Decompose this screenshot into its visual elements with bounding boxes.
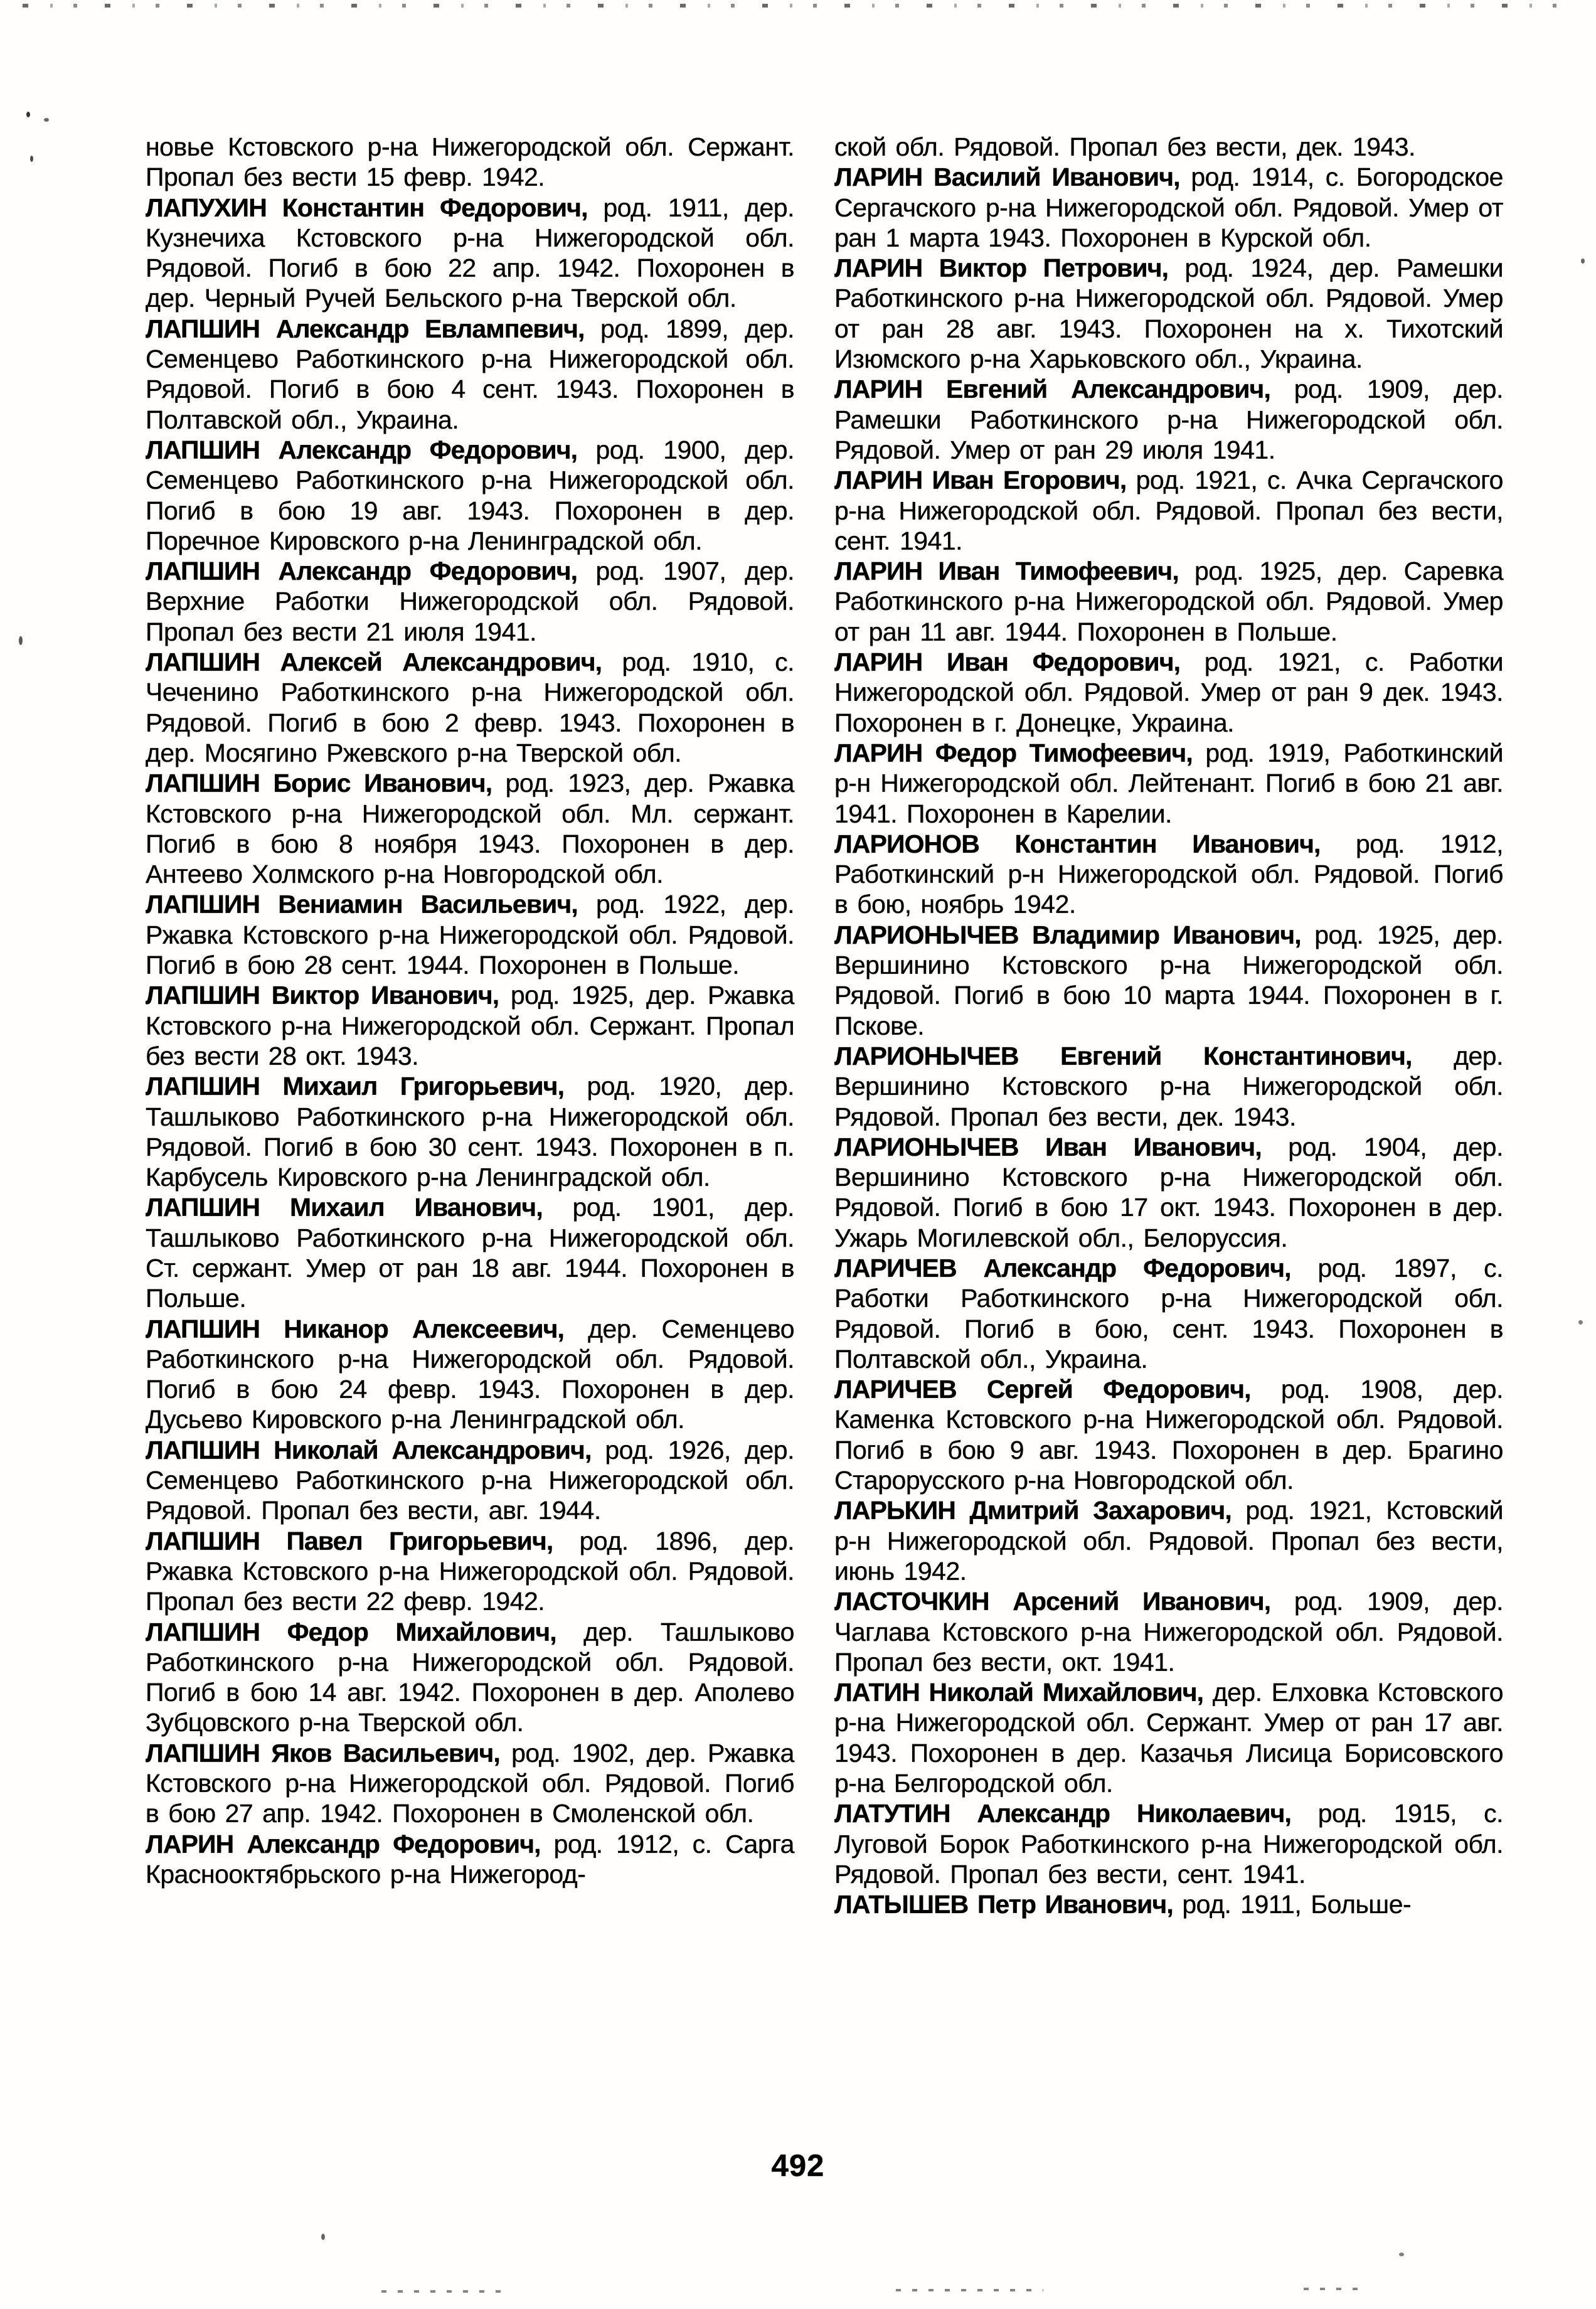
entry-surname-name: ЛАРИН Александр Федорович, (146, 1829, 554, 1858)
entry-text: род. 1919, Работкинский р-н Нижегородской обл. Лейтенант. Погиб в бою 21 авг. 1941. Похоронен в Карелии. (834, 738, 1503, 828)
entry-text: род. 1896, дер. Ржавка Кстовского р-на Нижегородской обл. Рядовой. Пропал без вести 22 февр. 1942. (146, 1526, 794, 1616)
memorial-entry (834, 374, 1503, 465)
entry-text: род. 1909, дер. Чаглава Кстовского р-на Нижегородской обл. Рядовой. Пропал без вести, окт. 1941. (834, 1587, 1503, 1677)
memorial-entry (146, 1071, 794, 1192)
entry-surname-name: ЛАРИН Федор Тимофеевич, (834, 738, 1206, 767)
entry-surname-name: ЛАРИН Иван Федорович, (834, 648, 1205, 677)
entry-text: род. 1912, Работкинский р-н Нижегородской обл. Рядовой. Погиб в бою, ноябрь 1942. (834, 829, 1503, 919)
memorial-entry (834, 829, 1503, 920)
entry-surname-name: ЛАПШИН Михаил Григорьевич, (146, 1072, 587, 1101)
entry-surname-name: ЛАРИОНЫЧЕВ Владимир Иванович, (834, 920, 1315, 949)
entry-text: род. 1922, дер. Ржавка Кстовского р-на Нижегородской обл. Рядовой. Погиб в бою 28 сент. 1944. Похоронен в Польше. (146, 890, 794, 980)
entry-surname-name: ЛАРИН Евгений Александрович, (834, 375, 1294, 404)
entry-text: дер. Елховка Кстовского р-на Нижегородской обл. Сержант. Умер от ран 17 авг. 1943. Похоронен в дер. Казачья Лисица Борисовского р-на Белгородской обл. (834, 1678, 1503, 1798)
entry-surname-name: ЛАПШИН Александр Евлампевич, (146, 314, 601, 343)
memorial-entry (146, 889, 794, 980)
memorial-entry (834, 465, 1503, 556)
scan-speck (19, 636, 23, 645)
entry-surname-name: ЛАСТОЧКИН Арсений Иванович, (834, 1587, 1294, 1616)
entry-surname-name: ЛАРИОНЫЧЕВ Евгений Константинович, (834, 1041, 1454, 1070)
memorial-entry (834, 1798, 1503, 1889)
memorial-entry (146, 1192, 794, 1313)
entry-surname-name: ЛАТИН Николай Михайлович, (834, 1678, 1213, 1707)
text-column-right (834, 132, 1503, 1920)
entry-text: род. 1923, дер. Ржавка Кстовского р-на Нижегородской обл. Мл. сержант. Погиб в бою 8 ноября 1943. Похоронен в дер. Антеево Холмского р-на Новгородской обл. (146, 769, 794, 889)
entry-surname-name: ЛАПШИН Павел Григорьевич, (146, 1526, 580, 1555)
entry-surname-name: ЛАРИЧЕВ Сергей Федорович, (834, 1375, 1281, 1404)
scan-speck (1399, 2253, 1404, 2256)
entry-text: род. 1901, дер. Ташлыково Работкинского р-на Нижегородской обл. Ст. сержант. Умер от ран 18 авг. 1944. Похоронен в Польше. (146, 1193, 794, 1313)
entry-surname-name: ЛАПШИН Федор Михайлович, (146, 1617, 584, 1646)
entry-surname-name: ЛАПШИН Николай Александрович, (146, 1435, 605, 1464)
entry-text: ской обл. Рядовой. Пропал без вести, дек. 1943. (834, 132, 1415, 161)
memorial-entry (146, 193, 794, 314)
entry-surname-name: ЛАРИЧЕВ Александр Федорович, (834, 1253, 1318, 1282)
memorial-entry (834, 1586, 1503, 1677)
entry-text: род. 1926, дер. Семенцево Работкинского р-на Нижегородской обл. Рядовой. Пропал без вести, авг. 1944. (146, 1435, 795, 1525)
entry-text: род. 1915, с. Луговой Борок Работкинского р-на Нижегородской обл. Рядовой. Пропал без вести, сент. 1941. (834, 1799, 1503, 1889)
entry-text: род. 1907, дер. Верхние Работки Нижегородской обл. Рядовой. Пропал без вести 21 июля 1941. (146, 557, 794, 646)
entry-text: дер. Вершинино Кстовского р-на Нижегородской обл. Рядовой. Пропал без вести, дек. 1943. (834, 1041, 1503, 1131)
entry-surname-name: ЛАТЫШЕВ Петр Иванович, (834, 1890, 1183, 1919)
entry-surname-name: ЛАРИН Иван Тимофеевич, (834, 557, 1194, 586)
scan-speck (44, 118, 49, 122)
memorial-entry (834, 162, 1503, 253)
entry-surname-name: ЛАРИН Иван Егорович, (834, 466, 1136, 495)
entry-text: новье Кстовского р-на Нижегородской обл. Сержант. Пропал без вести 15 февр. 1942. (146, 132, 794, 192)
entry-surname-name: ЛАРИН Виктор Петрович, (834, 253, 1185, 283)
entry-text: род. 1909, дер. Рамешки Работкинского р-на Нижегородской обл. Рядовой. Умер от ран 29 июля 1941. (834, 375, 1503, 464)
entry-text: род. 1902, дер. Ржавка Кстовского р-на Нижегородской обл. Рядовой. Погиб в бою 27 апр. 1942. Похоронен в Смоленской обл. (146, 1738, 794, 1828)
memorial-entry (146, 1435, 794, 1526)
memorial-entry (146, 132, 794, 193)
entry-surname-name: ЛАРИН Василий Иванович, (834, 163, 1191, 192)
scan-speck (26, 112, 30, 117)
memorial-entry (834, 738, 1503, 829)
entry-text: род. 1911, Больше- (1182, 1890, 1412, 1919)
entry-text: род. 1899, дер. Семенцево Работкинского р-на Нижегородской обл. Рядовой. Погиб в бою 4 сент. 1943. Похоронен в Полтавской обл., Украина. (146, 314, 794, 434)
entry-text: род. 1921, Кстовский р-н Нижегородской обл. Рядовой. Пропал без вести, июнь 1942. (834, 1496, 1503, 1586)
memorial-entry (834, 1132, 1503, 1253)
entry-surname-name: ЛАПШИН Михаил Иванович, (146, 1193, 573, 1222)
scan-speck (1578, 1320, 1583, 1325)
scan-speck (321, 2234, 325, 2240)
memorial-entry (146, 1829, 794, 1890)
scan-artifact-bottom-dash (381, 2290, 501, 2293)
entry-surname-name: ЛАПУХИН Константин Федорович, (146, 193, 604, 222)
entry-surname-name: ЛАТУТИН Александр Николаевич, (834, 1799, 1318, 1828)
memorial-entry (834, 1374, 1503, 1495)
entry-text: род. 1911, дер. Кузнечиха Кстовского р-на Нижегородской обл. Рядовой. Погиб в бою 22 апр. 1942. Похоронен в дер. Черный Ручей Бельского р-на Тверской обл. (146, 193, 794, 313)
entry-text: род. 1900, дер. Семенцево Работкинского р-на Нижегородской обл. Погиб в бою 19 авг. 1943. Похоронен в дер. Поречное Кировского р-на Ленинградской обл. (146, 435, 794, 555)
entry-text: род. 1920, дер. Ташлыково Работкинского р-на Нижегородской обл. Рядовой. Погиб в бою 30 сент. 1943. Похоронен в п. Карбусель Кировского р-на Ленинградской обл. (146, 1072, 794, 1192)
memorial-entry (834, 1041, 1503, 1132)
memorial-entry (146, 768, 794, 889)
memorial-entry (834, 920, 1503, 1041)
entry-surname-name: ЛАПШИН Борис Иванович, (146, 769, 506, 798)
memorial-entry (834, 132, 1503, 162)
entry-text: род. 1897, с. Работки Работкинского р-на Нижегородской обл. Рядовой. Погиб в бою, сент. 1943. Похоронен в Полтавской обл., Украина. (834, 1253, 1503, 1373)
scan-speck (30, 156, 33, 162)
entry-surname-name: ЛАПШИН Никанор Алексеевич, (146, 1314, 588, 1343)
entry-surname-name: ЛАРЬКИН Дмитрий Захарович, (834, 1496, 1246, 1525)
entry-text: род. 1914, с. Богородское Сергачского р-на Нижегородской обл. Рядовой. Умер от ран 1 марта 1943. Похоронен в Курской обл. (834, 163, 1503, 252)
entry-text: род. 1925, дер. Вершинино Кстовского р-на Нижегородской обл. Рядовой. Погиб в бою 10 марта 1944. Похоронен в г. Пскове. (834, 920, 1503, 1040)
memorial-entry (146, 647, 794, 768)
entry-surname-name: ЛАПШИН Яков Васильевич, (146, 1738, 512, 1768)
memorial-entry (146, 435, 794, 556)
entry-surname-name: ЛАПШИН Александр Федорович, (146, 435, 596, 464)
entry-text: род. 1912, с. Сарга Краснооктябрьского р-на Нижегород- (146, 1829, 794, 1889)
entry-text: род. 1908, дер. Каменка Кстовского р-на Нижегородской обл. Рядовой. Погиб в бою 9 авг. 1943. Похоронен в дер. Брагино Старорусского р-на Новгородской обл. (834, 1375, 1504, 1495)
memorial-entry (146, 1617, 794, 1738)
entry-text: дер. Семенцево Работкинского р-на Нижегородской обл. Рядовой. Погиб в бою 24 февр. 1943. Похоронен в дер. Дусьево Кировского р-на Ленинградской обл. (146, 1314, 794, 1434)
entry-text: род. 1925, дер. Ржавка Кстовского р-на Нижегородской обл. Сержант. Пропал без вести 28 окт. 1943. (146, 981, 794, 1070)
scan-artifact-bottom-dash (1304, 2288, 1366, 2290)
scan-speck (1581, 259, 1585, 264)
entry-text: род. 1924, дер. Рамешки Работкинского р-на Нижегородской обл. Рядовой. Умер от ран 28 авг. 1943. Похоронен на х. Тихотский Изюмского р-на Харьковского обл., Украина. (834, 253, 1503, 374)
memorial-entry (834, 647, 1503, 738)
entry-surname-name: ЛАПШИН Виктор Иванович, (146, 981, 511, 1010)
memorial-entry (146, 556, 794, 647)
memorial-entry (834, 556, 1503, 647)
memorial-entry (146, 1526, 794, 1617)
entry-text: род. 1925, дер. Саревка Работкинского р-на Нижегородской обл. Рядовой. Умер от ран 11 авг. 1944. Похоронен в Польше. (834, 557, 1503, 646)
memorial-entry (834, 1495, 1503, 1586)
entry-text: дер. Ташлыково Работкинского р-на Нижегородской обл. Рядовой. Погиб в бою 14 авг. 1942. Похоронен в дер. Аполево Зубцовского р-на Тверской обл. (146, 1617, 794, 1737)
memorial-entry (146, 980, 794, 1071)
entry-surname-name: ЛАПШИН Александр Федорович, (146, 557, 596, 586)
memorial-entry (146, 1738, 794, 1829)
memorial-entry (146, 1314, 794, 1435)
memorial-entry (834, 1889, 1503, 1919)
entry-text: род. 1921, с. Ачка Сергачского р-на Нижегородской обл. Рядовой. Пропал без вести, сент. 1941. (834, 466, 1503, 555)
entry-surname-name: ЛАРИОНЫЧЕВ Иван Иванович, (834, 1132, 1289, 1161)
entry-text: род. 1921, с. Работки Нижегородской обл. Рядовой. Умер от ран 9 дек. 1943. Похоронен в г. Донецке, Украина. (834, 648, 1503, 737)
entry-text: род. 1910, с. Чеченино Работкинского р-на Нижегородской обл. Рядовой. Погиб в бою 2 февр. 1943. Похоронен в дер. Мосягино Ржевского р-на Тверской обл. (146, 648, 794, 767)
scan-artifact-bottom-dash (896, 2289, 1043, 2291)
memorial-entry (834, 1677, 1503, 1798)
memorial-entry (834, 1253, 1503, 1374)
memorial-entry (834, 253, 1503, 374)
entry-surname-name: ЛАПШИН Вениамин Васильевич, (146, 890, 596, 919)
text-column-left (146, 132, 794, 1889)
scan-artifact-top-edge (23, 4, 1580, 8)
page-number: 492 (771, 2149, 825, 2183)
memorial-entry (146, 314, 794, 435)
entry-surname-name: ЛАПШИН Алексей Александрович, (146, 648, 622, 677)
entry-text: род. 1904, дер. Вершинино Кстовского р-на Нижегородской обл. Рядовой. Погиб в бою 17 окт. 1943. Похоронен в дер. Ужарь Могилевской обл., Белоруссия. (834, 1132, 1503, 1252)
entry-surname-name: ЛАРИОНОВ Константин Иванович, (834, 829, 1356, 858)
